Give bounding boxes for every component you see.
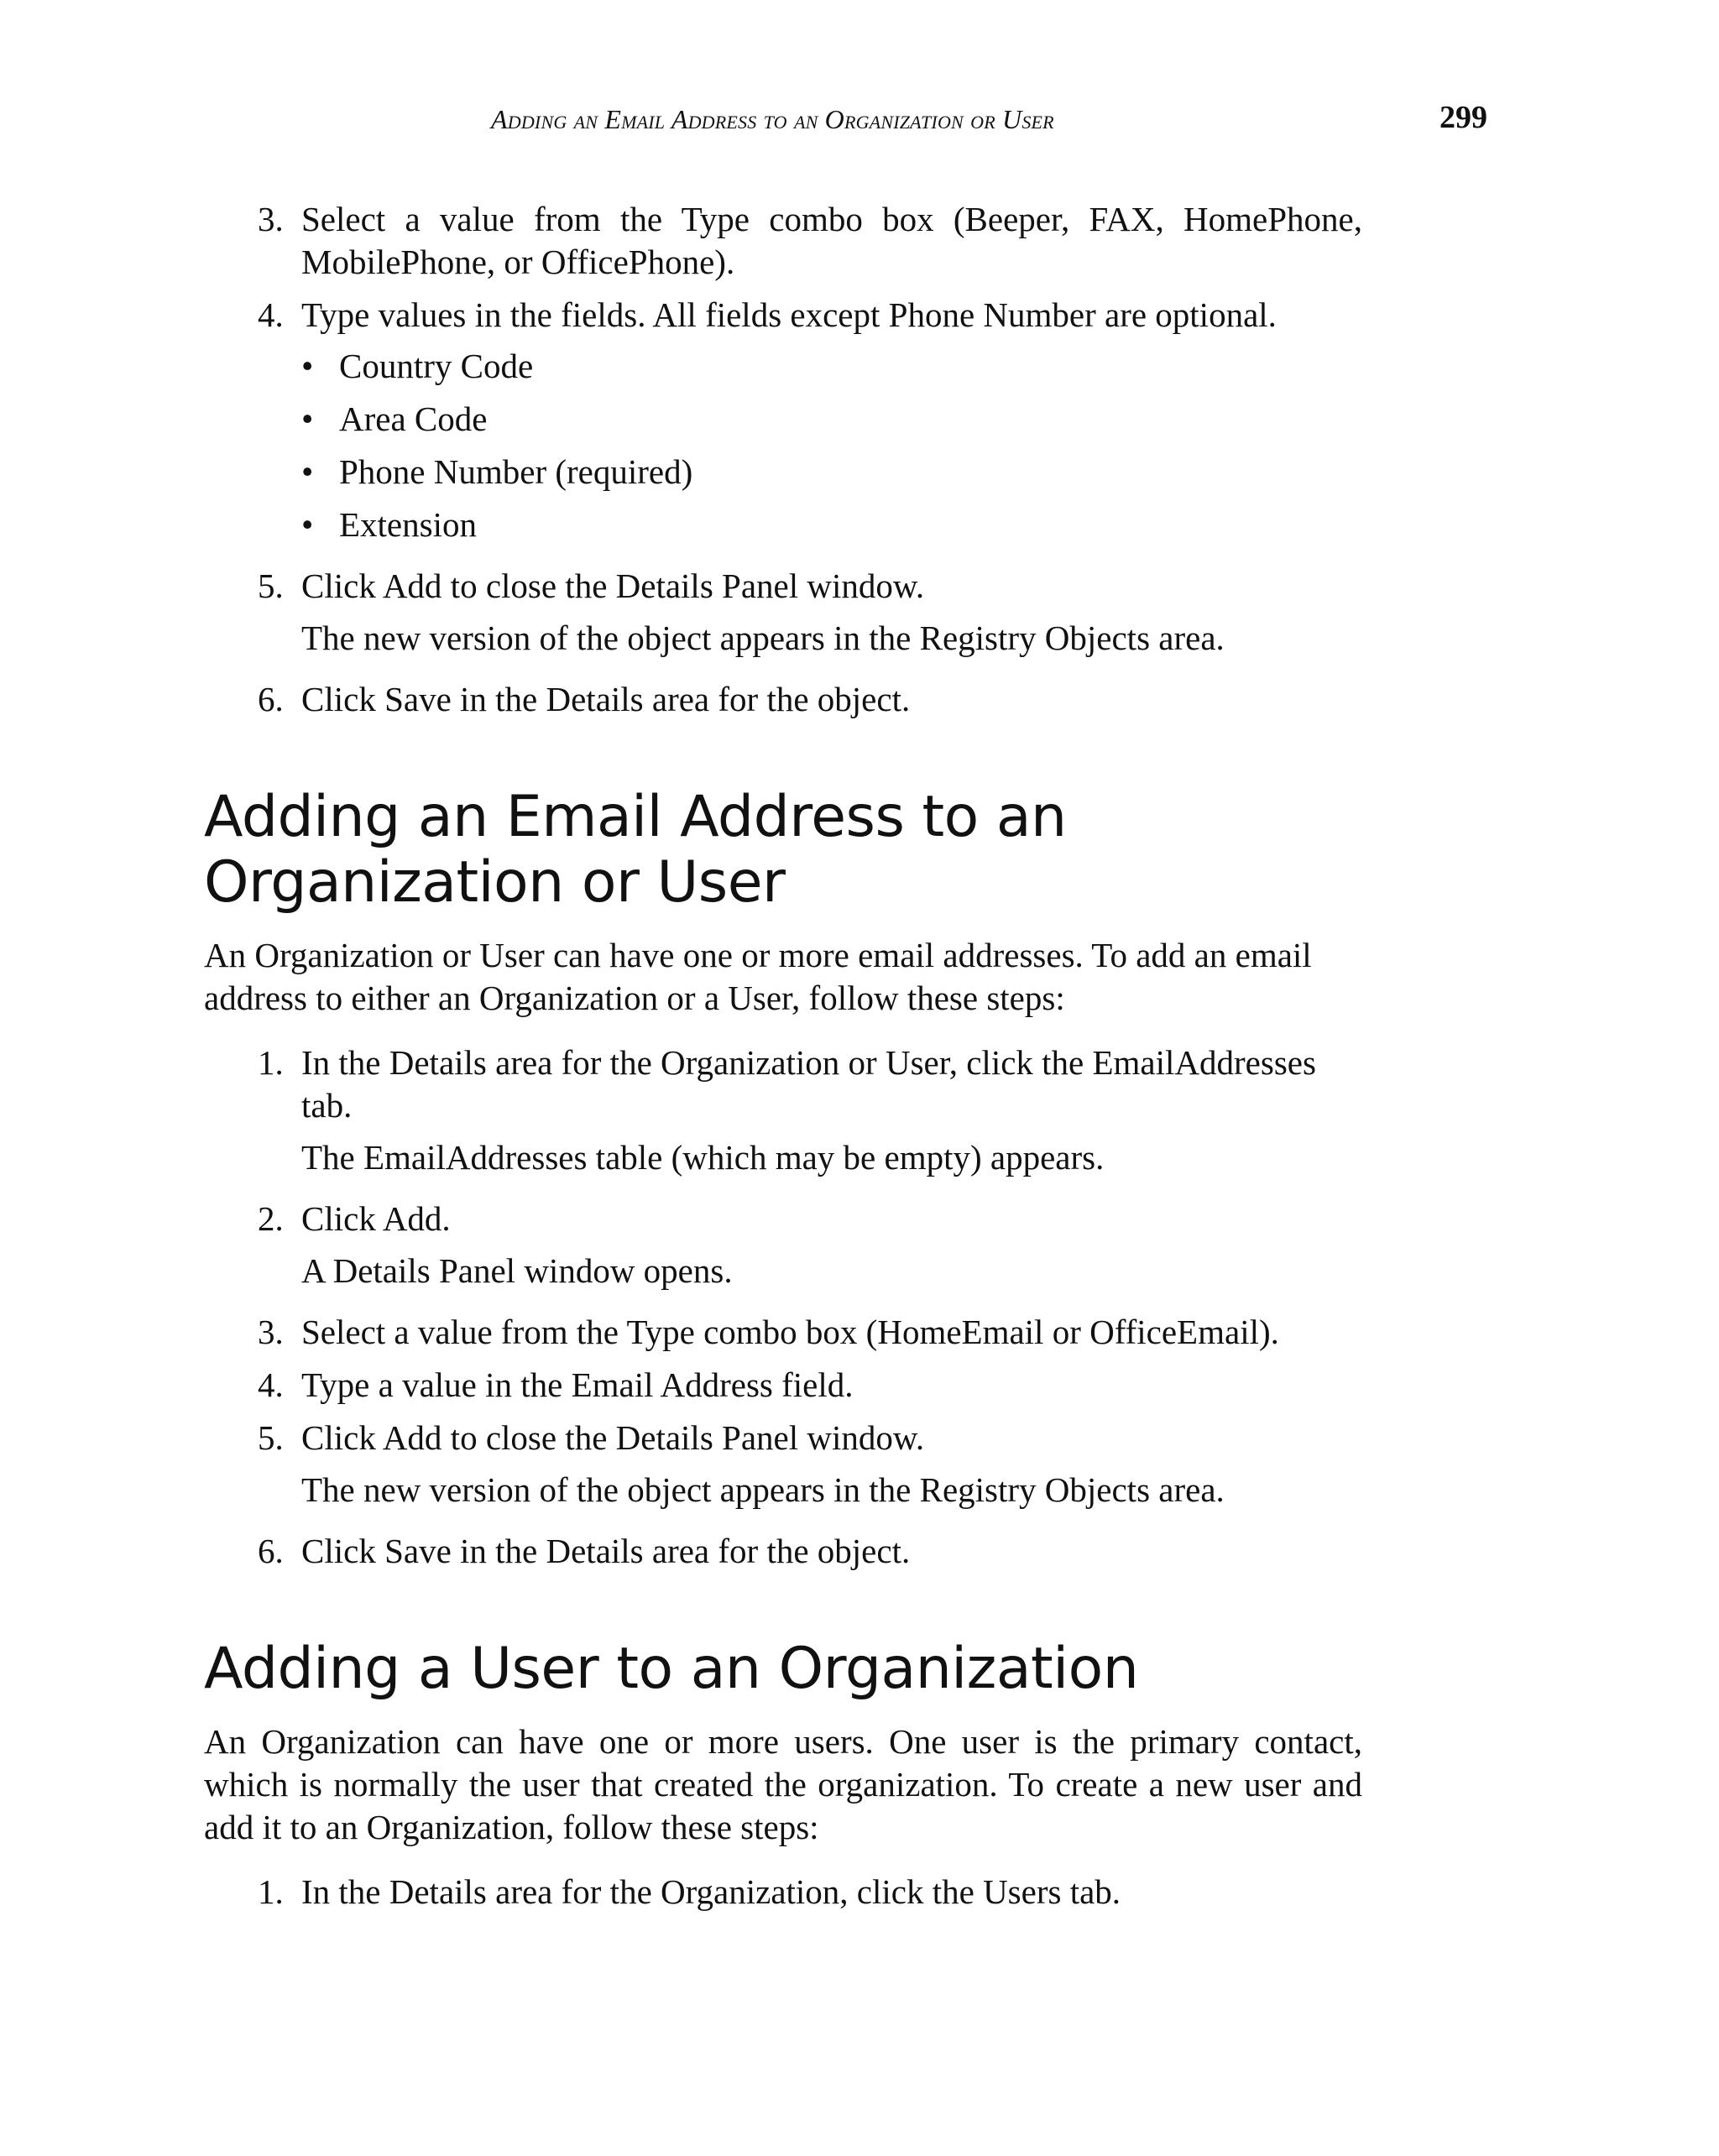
bullet-text: Area Code — [339, 399, 488, 438]
list-item — [204, 294, 1362, 546]
field-bullet-list — [301, 345, 1362, 546]
list-item — [204, 198, 1362, 284]
user-steps-list — [204, 1871, 1362, 1913]
step-number: 1. — [258, 1872, 284, 1911]
step-number: 1. — [258, 1043, 284, 1082]
bullet-text: Phone Number (required) — [339, 452, 693, 491]
step-number: 5. — [258, 1418, 284, 1457]
list-item — [204, 1530, 1362, 1573]
bullet-item — [301, 398, 1362, 441]
bullet-icon: • — [301, 505, 314, 544]
step-note: The EmailAddresses table (which may be empty) appears. — [301, 1138, 1105, 1177]
step-number: 4. — [258, 1365, 284, 1404]
heading-line: Organization or User — [204, 849, 786, 916]
list-item — [204, 678, 1362, 721]
step-text: Click Add to close the Details Panel window. — [301, 1418, 925, 1457]
bullet-text: Extension — [339, 505, 477, 544]
bullet-item — [301, 451, 1362, 493]
page-number: 299 — [1439, 100, 1487, 135]
step-text: Click Save in the Details area for the object. — [301, 1532, 911, 1570]
step-number: 2. — [258, 1199, 284, 1238]
step-note: The new version of the object appears in the Registry Objects area. — [301, 619, 1225, 657]
email-intro-paragraph: An Organization or User can have one or more email addresses. To add an email address to either an Organization or a User, follow these steps: — [204, 936, 1312, 1017]
bullet-icon: • — [301, 347, 314, 385]
running-header — [0, 99, 1719, 141]
bullet-item — [301, 504, 1362, 546]
list-item — [204, 565, 1362, 660]
step-number: 6. — [258, 680, 284, 718]
user-intro-paragraph: An Organization can have one or more users. One user is the primary contact, which is normally the user that created the organization. To create a new user and add it to an Organization, follow these steps: — [204, 1722, 1362, 1846]
page-content — [204, 198, 1362, 1913]
step-note: A Details Panel window opens. — [301, 1251, 733, 1290]
running-title: Adding an Email Address to an Organization or User — [491, 104, 1054, 134]
step-number: 6. — [258, 1532, 284, 1570]
bullet-icon: • — [301, 452, 314, 491]
step-text: Click Add. — [301, 1199, 451, 1238]
step-text: Select a value from the Type combo box (Beeper, FAX, HomePhone, MobilePhone, or OfficePhone). — [301, 200, 1362, 281]
step-text: Click Save in the Details area for the object. — [301, 680, 911, 718]
step-number: 5. — [258, 566, 284, 605]
list-item — [204, 1198, 1362, 1292]
list-item — [204, 1311, 1362, 1354]
step-number: 4. — [258, 295, 284, 334]
step-text: Type values in the fields. All fields except Phone Number are optional. — [301, 295, 1277, 334]
step-number: 3. — [258, 200, 284, 238]
step-number: 3. — [258, 1313, 284, 1351]
step-text: In the Details area for the Organization, click the Users tab. — [301, 1872, 1121, 1911]
heading-line: Adding an Email Address to an — [204, 784, 1067, 850]
section-heading-email — [204, 785, 1362, 916]
step-note: The new version of the object appears in the Registry Objects area. — [301, 1470, 1225, 1509]
list-item — [204, 1041, 1362, 1179]
list-item — [204, 1417, 1362, 1511]
email-steps-list — [204, 1041, 1362, 1573]
phone-steps-list — [204, 198, 1362, 721]
list-item — [204, 1871, 1362, 1913]
step-text: Type a value in the Email Address field. — [301, 1365, 854, 1404]
step-text: Click Add to close the Details Panel window. — [301, 566, 925, 605]
section-heading-user: Adding a User to an Organization — [204, 1636, 1139, 1702]
bullet-item — [301, 345, 1362, 388]
bullet-icon: • — [301, 399, 314, 438]
bullet-text: Country Code — [339, 347, 534, 385]
step-text: Select a value from the Type combo box (HomeEmail or OfficeEmail). — [301, 1313, 1279, 1351]
step-text: In the Details area for the Organization or User, click the EmailAddresses tab. — [301, 1043, 1316, 1125]
list-item — [204, 1364, 1362, 1407]
